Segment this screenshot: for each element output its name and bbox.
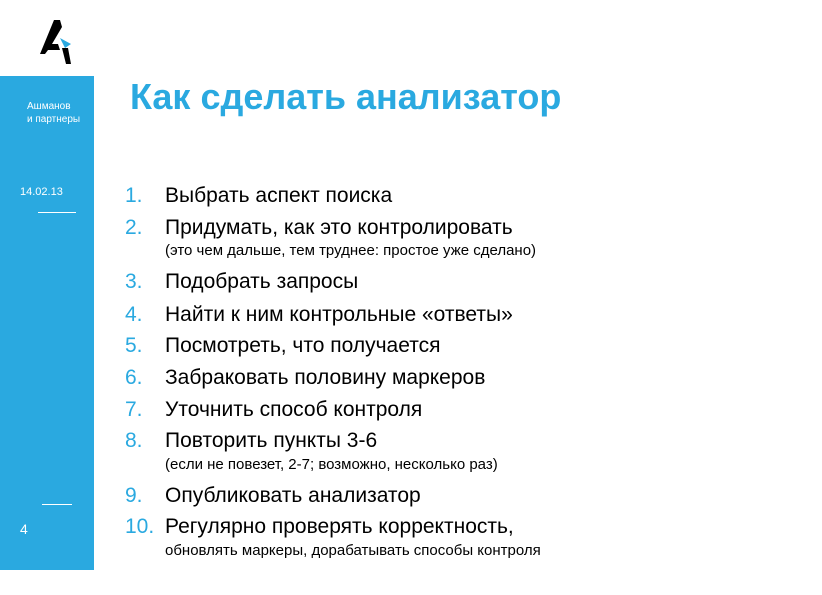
list-item-number: 1. — [125, 184, 143, 207]
list-item-number: 2. — [125, 216, 143, 239]
list-item-number: 6. — [125, 366, 143, 389]
company-line-1: Ашманов — [27, 101, 71, 112]
list-item-text: Забраковать половину маркеров — [165, 366, 486, 389]
list-item-text: Регулярно проверять корректность, — [165, 515, 514, 538]
list-item — [125, 270, 358, 294]
page-title: Как сделать анализатор — [130, 76, 562, 117]
list-item — [125, 515, 514, 539]
list-item-note: (если не повезет, 2-7; возможно, несколько раз) — [165, 456, 498, 473]
list-item — [125, 334, 440, 358]
list-item-note: (это чем дальше, тем труднее: простое уже сделано) — [165, 242, 537, 259]
list-item-note: обновлять маркеры, дорабатывать способы контроля — [165, 542, 541, 559]
list-item — [125, 484, 421, 508]
page-divider — [42, 504, 72, 505]
list-item-text: Подобрать запросы — [165, 270, 359, 293]
slide-date: 14.02.13 — [20, 186, 63, 198]
list-item-number: 8. — [125, 429, 143, 452]
list-item-text: Опубликовать анализатор — [165, 484, 421, 507]
page-number: 4 — [20, 521, 28, 537]
list-item — [125, 184, 392, 208]
list-item-text: Уточнить способ контроля — [165, 398, 423, 421]
list-item-text: Посмотреть, что получается — [165, 334, 441, 357]
list-item-number: 7. — [125, 398, 143, 421]
list-item — [125, 398, 422, 422]
list-item-text: Найти к ним контрольные «ответы» — [165, 303, 513, 326]
list-item-number: 3. — [125, 270, 143, 293]
list-item-number: 5. — [125, 334, 143, 357]
company-name — [27, 100, 80, 126]
sidebar — [0, 76, 94, 570]
list-item — [125, 366, 485, 390]
list-item — [125, 303, 513, 327]
list-item — [125, 429, 377, 453]
date-divider — [38, 212, 76, 213]
list-item-number: 4. — [125, 303, 143, 326]
list-item-number: 10. — [125, 515, 155, 538]
list-item-text: Придумать, как это контролировать — [165, 216, 513, 239]
logo-icon — [38, 18, 74, 66]
list-item-text: Повторить пункты 3-6 — [165, 429, 378, 452]
company-line-2: и партнеры — [27, 114, 81, 125]
list-item-text: Выбрать аспект поиска — [165, 184, 393, 207]
list-item-number: 9. — [125, 484, 143, 507]
list-item — [125, 216, 513, 240]
